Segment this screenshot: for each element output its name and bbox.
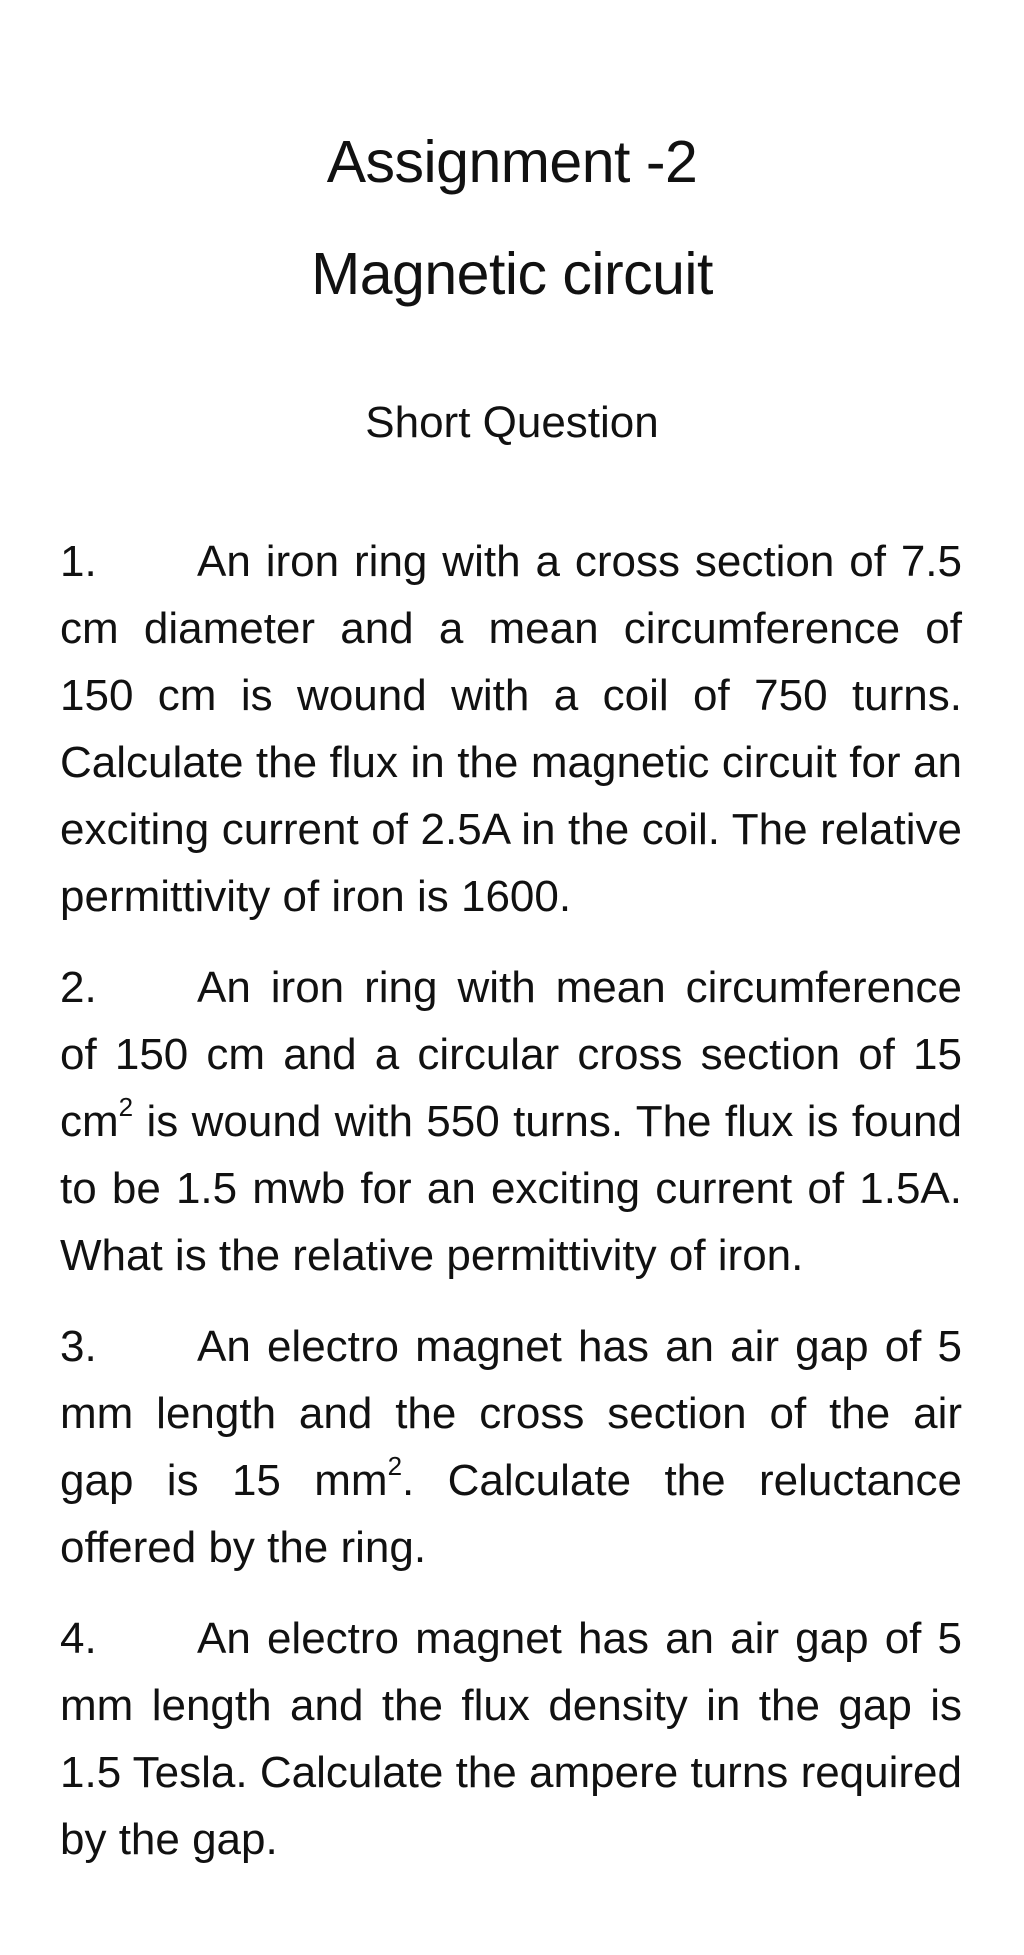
question-text: . Calculate the reluctance offered by the ring. — [60, 1456, 962, 1572]
question-text: An iron ring with mean circumference of 150 cm and a circular cross section of 15 cm — [60, 963, 962, 1146]
superscript: 2 — [387, 1451, 403, 1482]
superscript: 2 — [118, 1092, 134, 1123]
question-number: 1. — [60, 537, 97, 586]
question-text: is wound with 550 turns. The flux is found to be 1.5 mwb for an exciting current of 1.5A. What is the relative permittivity of iron. — [60, 1097, 962, 1280]
question-4 — [60, 1605, 962, 1873]
question-list — [60, 528, 962, 1897]
section-heading: Short Question — [365, 398, 659, 447]
topic-title: Magnetic circuit — [311, 241, 713, 307]
assignment-title: Assignment -2 — [326, 129, 698, 195]
question-text: An electro magnet has an air gap of 5 mm length and the flux density in the gap is 1.5 Tesla. Calculate the ampere turns required by the gap. — [60, 1614, 962, 1864]
question-1 — [60, 528, 962, 930]
question-2 — [60, 954, 962, 1289]
question-number: 4. — [60, 1614, 97, 1663]
question-3 — [60, 1313, 962, 1581]
question-number: 2. — [60, 963, 97, 1012]
question-number: 3. — [60, 1322, 97, 1371]
question-text: An iron ring with a cross section of 7.5 cm diameter and a mean circumference of 150 cm is wound with a coil of 750 turns. Calculate the flux in the magnetic circuit for an exciting current of 2.5A in the coil. The relative permittivity of iron is 1600. — [60, 537, 962, 921]
question-text: An electro magnet has an air gap of 5 mm length and the cross section of the air gap is 15 mm — [60, 1322, 962, 1505]
